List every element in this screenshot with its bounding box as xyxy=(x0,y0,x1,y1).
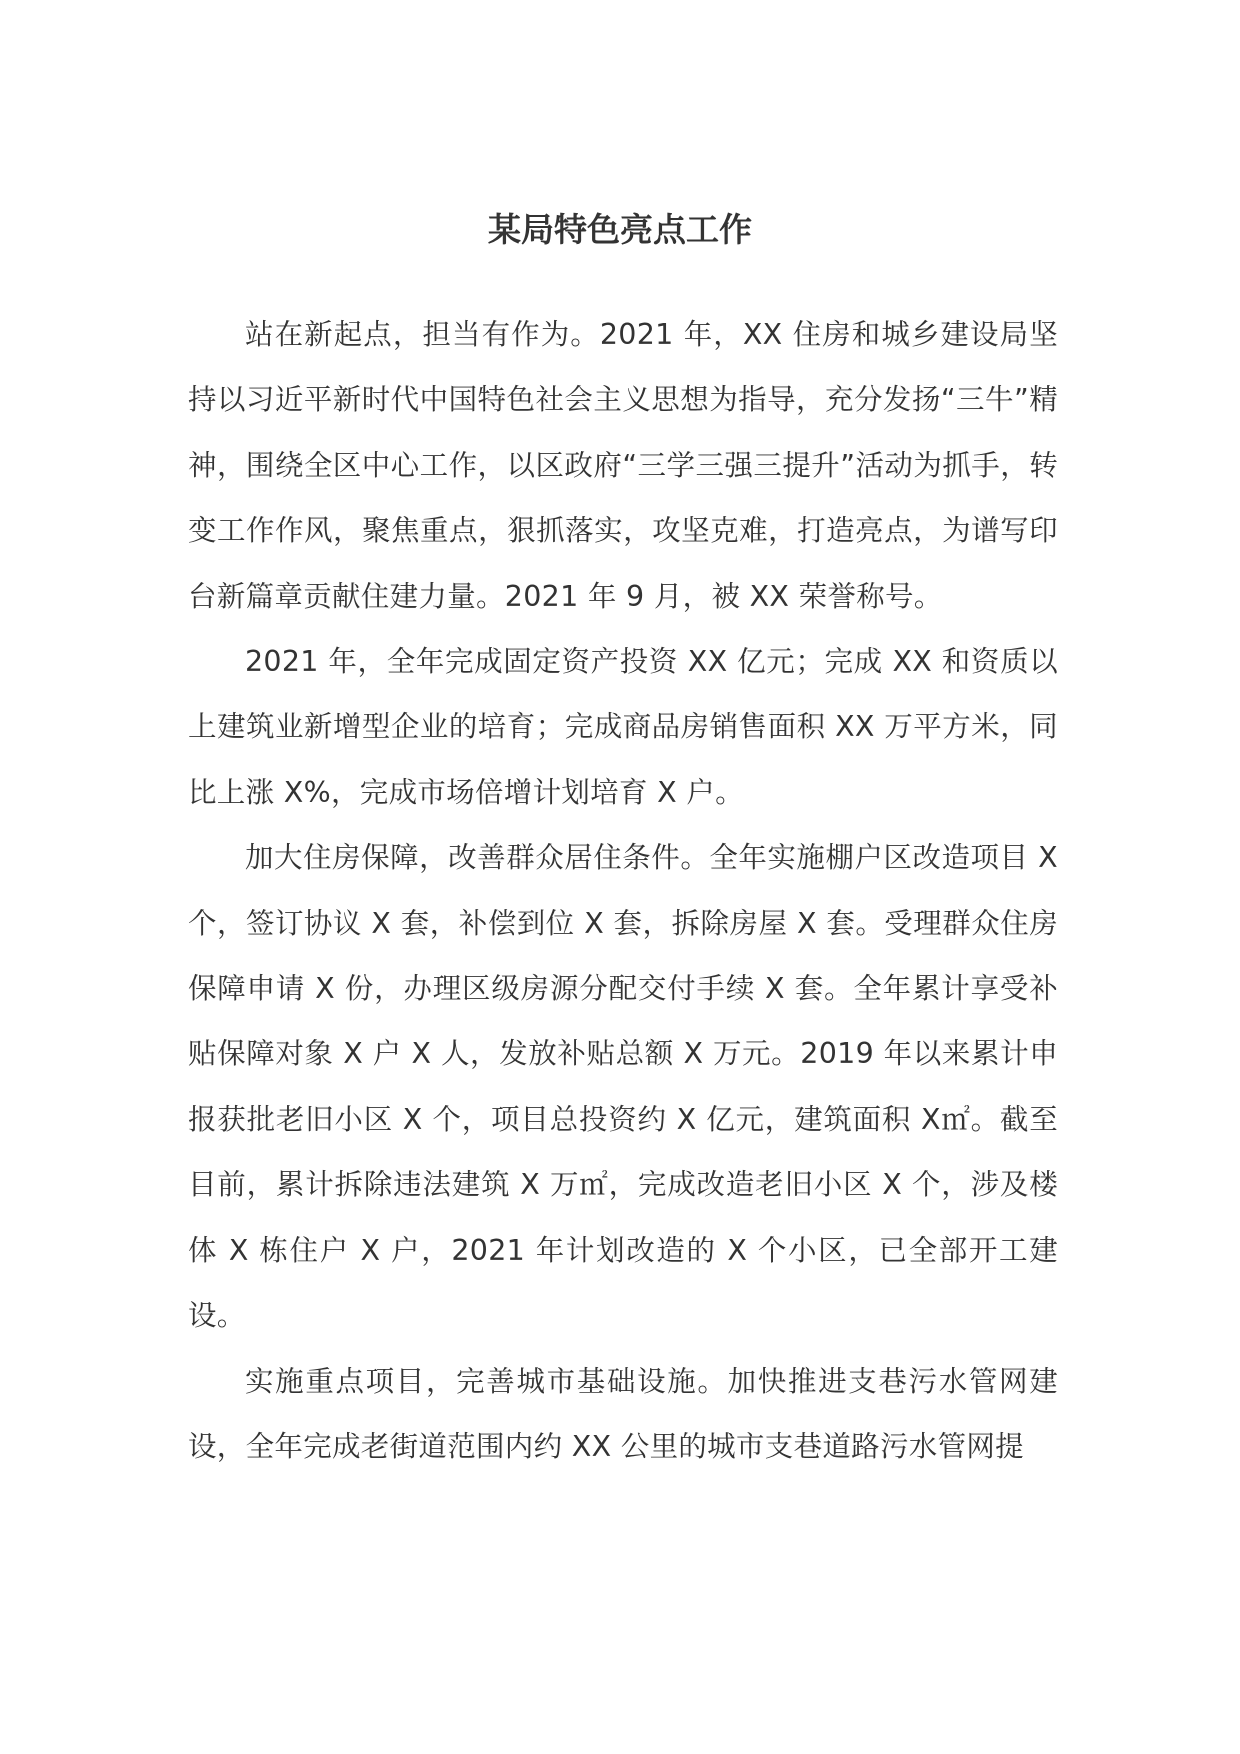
paragraph-4: 实施重点项目，完善城市基础设施。加快推进支巷污水管网建设，全年完成老街道范围内约 XX 公里的城市支巷道路污水管网提 xyxy=(188,1364,1058,1463)
paragraph-2: 2021 年，全年完成固定资产投资 XX 亿元；完成 XX 和资质以上建筑业新增型企业的培育；完成商品房销售面积 XX 万平方米，同比上涨 X%，完成市场倍增计划培育 X 户。 xyxy=(188,645,1058,809)
paragraph-3: 加大住房保障，改善群众居住条件。全年实施棚户区改造项目 X 个，签订协议 X 套，补偿到位 X 套，拆除房屋 X 套。受理群众住房保障申请 X 份，办理区级房源分配交付手续 X 套。全年累计享受补贴保障对象 X 户 X 人，发放补贴总额 X 万元。2019 年以来累计申报获批老旧小区 X 个，项目总投资约 X 亿元，建筑面积 X㎡。截至目前，累计拆除违法建筑 X 万㎡，完成改造老旧小区 X 个，涉及楼体 X 栋住户 X 户，2021 年计划改造的 X 个小区，已全部开工建设。 xyxy=(188,841,1058,1333)
paragraph-1: 站在新起点，担当有作为。2021 年，XX 住房和城乡建设局坚持以习近平新时代中国特色社会主义思想为指导，充分发扬“三牛”精神，围绕全区中心工作，以区政府“三学三强三提升”活动为抓手，转变工作作风，聚焦重点，狠抓落实，攻坚克难，打造亮点，为谱写印台新篇章贡献住建力量。2021 年 9 月，被 XX 荣誉称号。 xyxy=(188,318,1058,613)
document-body xyxy=(188,302,1058,1479)
document-title: 某局特色亮点工作 xyxy=(488,210,752,249)
